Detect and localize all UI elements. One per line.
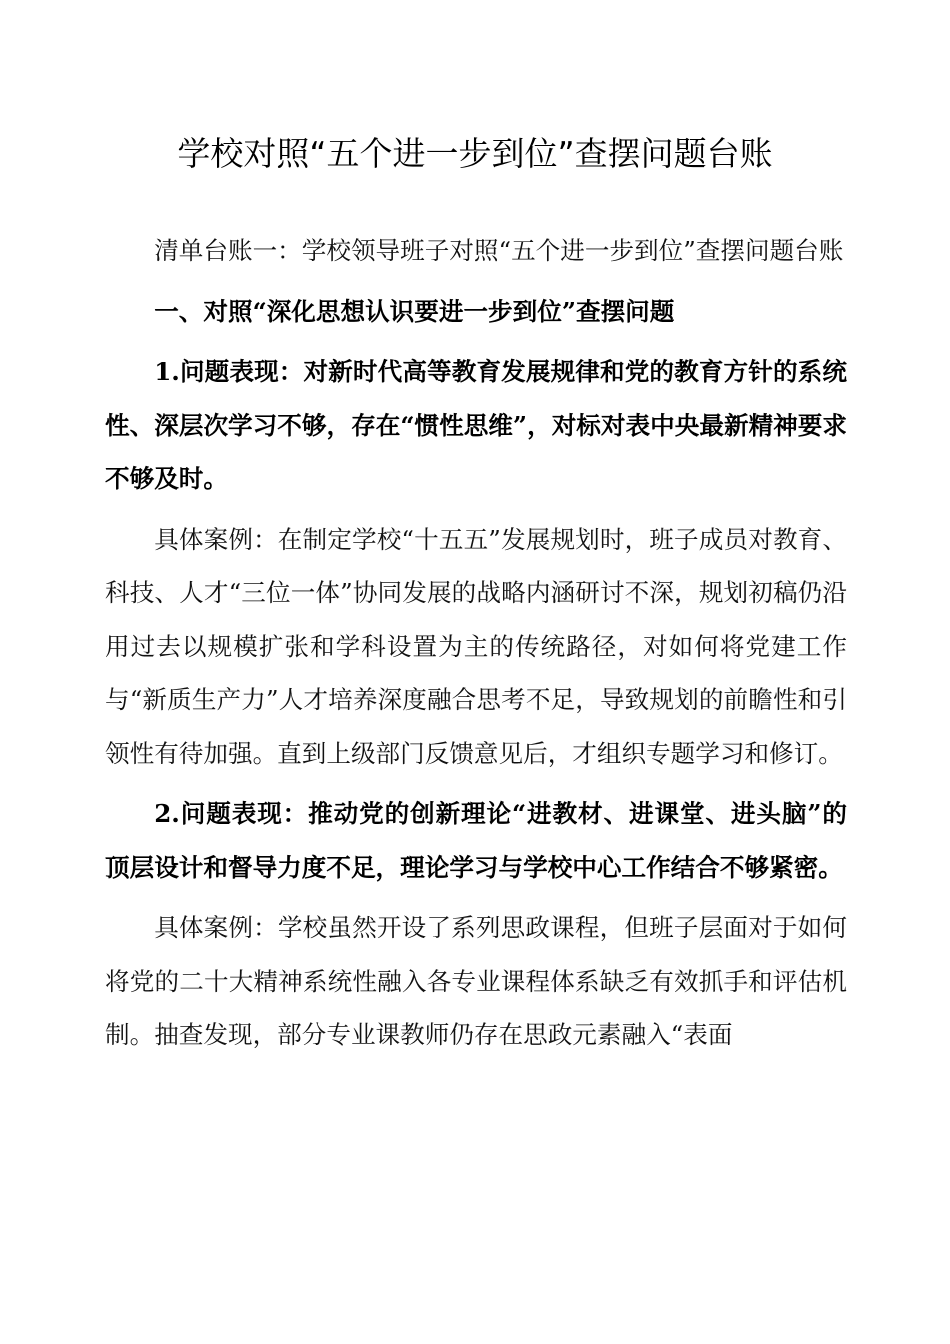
case-2-paragraph: 具体案例：学校虽然开设了系列思政课程，但班子层面对于如何将党的二十大精神系统性融入各专业课程体系缺乏有效抓手和评估机制。抽查发现，部分专业课教师仍存在思政元素融入“表面 — [105, 913, 847, 1049]
case-1-paragraph: 具体案例：在制定学校“十五五”发展规划时，班子成员对教育、科技、人才“三位一体”协同发展的战略内涵研讨不深，规划初稿仍沿用过去以规模扩张和学科设置为主的传统路径，对如何将党建工作与“新质生产力”人才培养深度融合思考不足，导致规划的前瞻性和引领性有待加强。直到上级部门反馈意见后，才组织专题学习和修订。 — [105, 524, 847, 768]
document-body — [105, 224, 847, 1062]
document-title: 学校对照“五个进一步到位”查摆问题台账 — [177, 134, 773, 173]
problem-2-paragraph: 2.问题表现：推动党的创新理论“进教材、进课堂、进头脑”的顶层设计和督导力度不足，理论学习与学校中心工作结合不够紧密。 — [105, 799, 847, 882]
section-heading: 一、对照“深化思想认识要进一步到位”查摆问题 — [154, 296, 675, 326]
ledger-subtitle-paragraph: 清单台账一：学校领导班子对照“五个进一步到位”查摆问题台账 — [154, 236, 844, 265]
problem-1-paragraph: 1.问题表现：对新时代高等教育发展规律和党的教育方针的系统性、深层次学习不够，存在“惯性思维”，对标对表中央最新精神要求不够及时。 — [105, 357, 847, 493]
